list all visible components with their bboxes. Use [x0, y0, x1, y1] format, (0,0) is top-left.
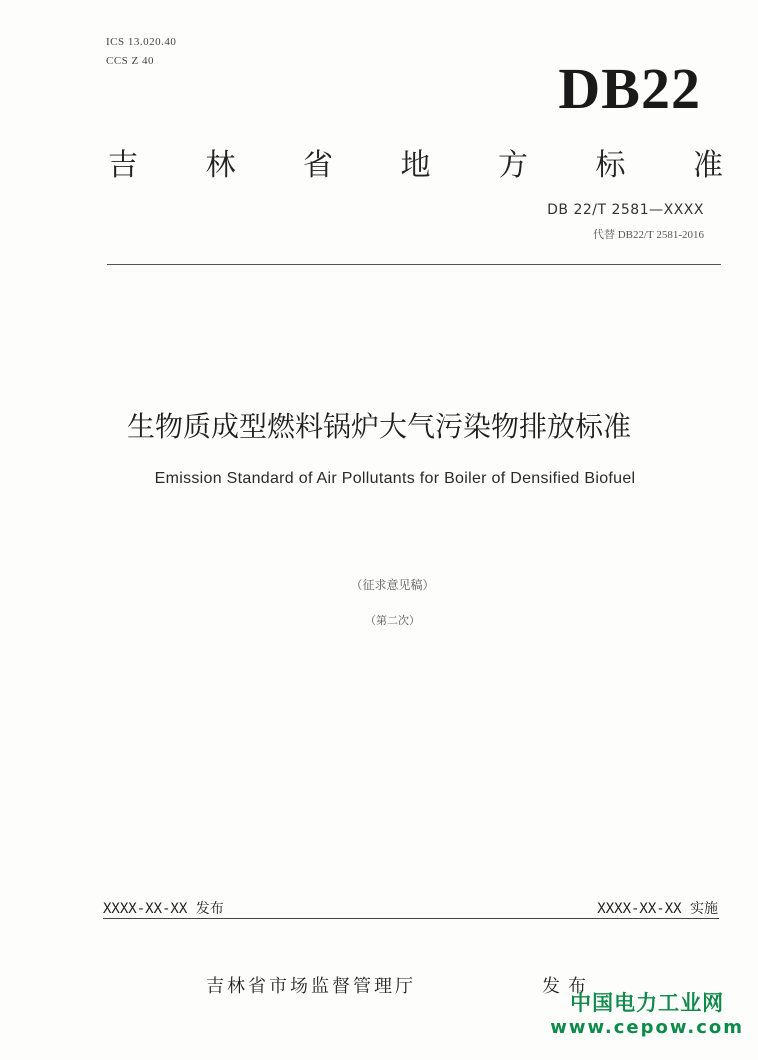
english-title: Emission Standard of Air Pollutants for Boiler of Densified Biofuel: [154, 470, 636, 487]
issuing-authority: 吉林省市场监督管理厅: [206, 976, 416, 997]
province-title-char: 省: [303, 148, 333, 183]
implementation-date: XXXX-XX-XX 实施: [597, 901, 718, 917]
replaces-standard: 代替 DB22/T 2581-2016: [592, 229, 704, 241]
round-note: （第二次）: [365, 614, 420, 627]
site-watermark: [550, 990, 744, 1040]
province-title-char: 地: [400, 148, 431, 183]
chinese-title: 生物质成型燃料锅炉大气污染物排放标准: [126, 410, 631, 443]
province-title-char: 准: [693, 148, 723, 183]
standard-number: DB 22/T 2581—XXXX: [547, 202, 704, 218]
watermark-site-name: 中国电力工业网: [570, 991, 725, 1015]
province-title-char: 吉: [108, 148, 138, 183]
db-standard-code: DB22: [558, 56, 701, 121]
province-title-char: 林: [205, 148, 236, 183]
footer-divider: [103, 918, 719, 919]
issuer-action: 发布: [542, 976, 594, 997]
province-title-char: 方: [498, 148, 528, 183]
watermark-url: www.cepow.com: [550, 1017, 744, 1038]
province-standard-title: [108, 140, 723, 184]
province-title-char: 标: [595, 148, 626, 183]
ccs-code: CCS Z 40: [106, 55, 155, 67]
draft-note: （征求意见稿）: [350, 578, 435, 592]
header-divider: [107, 264, 721, 265]
issue-date: XXXX-XX-XX 发布: [103, 901, 224, 917]
ics-code: ICS 13.020.40: [106, 36, 177, 48]
